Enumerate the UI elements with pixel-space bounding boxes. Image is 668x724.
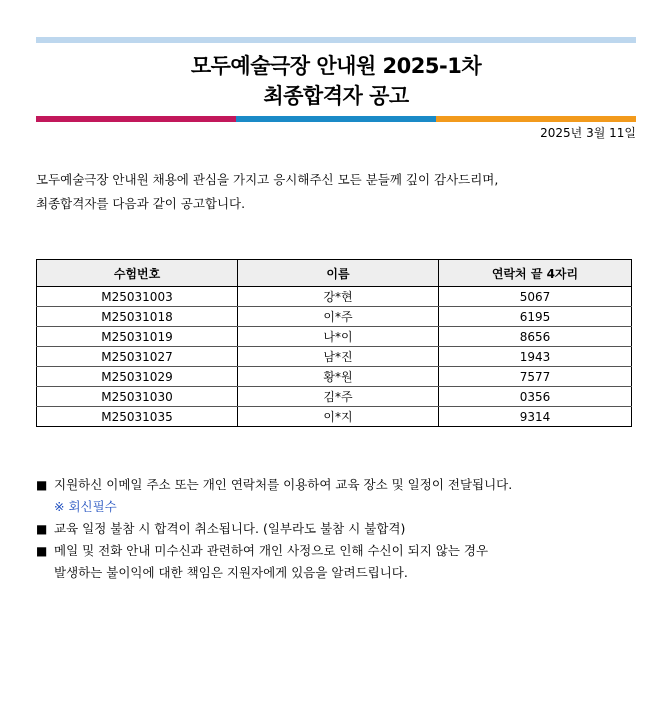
name-cell: 남*진 <box>238 347 439 367</box>
notice-text: 지원하신 이메일 주소 또는 개인 연락처를 이용하여 교육 장소 및 일정이 전달됩니다. <box>54 477 513 492</box>
header-phone-last4: 연락처 끝 4자리 <box>439 260 632 287</box>
tricolor-divider <box>36 116 636 122</box>
top-accent-bar <box>36 37 636 43</box>
notice-text-line-1: 메일 및 전화 안내 미수신과 관련하여 개인 사정으로 인해 수신이 되지 않는 경우 <box>54 543 489 558</box>
page-title-line1: 모두예술극장 안내원 2025-1차 <box>190 54 482 78</box>
table-row <box>37 407 632 427</box>
name-cell: 강*현 <box>238 287 439 307</box>
phone-last4-cell: 9314 <box>439 407 632 427</box>
notice-item-responsibility <box>36 540 636 584</box>
divider-segment-orange <box>436 116 636 122</box>
table-header-row <box>37 260 632 287</box>
notice-text-line-2: 발생하는 불이익에 대한 책임은 지원자에게 있음을 알려드립니다. <box>54 565 408 580</box>
phone-last4-cell: 1943 <box>439 347 632 367</box>
phone-last4-cell: 6195 <box>439 307 632 327</box>
exam-number-cell: M25031019 <box>37 327 238 347</box>
table-row <box>37 387 632 407</box>
exam-number-cell: M25031035 <box>37 407 238 427</box>
name-cell: 이*주 <box>238 307 439 327</box>
announcement-date: 2025년 3월 11일 <box>540 126 636 140</box>
exam-number-cell: M25031030 <box>37 387 238 407</box>
reply-required-note: ※ 회신필수 <box>54 499 117 514</box>
square-bullet-icon: ■ <box>36 544 48 558</box>
name-cell: 김*주 <box>238 387 439 407</box>
header-exam-number: 수험번호 <box>37 260 238 287</box>
header-name: 이름 <box>238 260 439 287</box>
finalists-table <box>36 259 632 427</box>
intro-paragraph <box>36 168 636 216</box>
exam-number-cell: M25031027 <box>37 347 238 367</box>
table-row <box>37 307 632 327</box>
phone-last4-cell: 0356 <box>439 387 632 407</box>
phone-last4-cell: 5067 <box>439 287 632 307</box>
square-bullet-icon: ■ <box>36 522 48 536</box>
square-bullet-icon: ■ <box>36 478 48 492</box>
phone-last4-cell: 8656 <box>439 327 632 347</box>
phone-last4-cell: 7577 <box>439 367 632 387</box>
table-row <box>37 347 632 367</box>
notice-list <box>36 474 636 584</box>
name-cell: 나*이 <box>238 327 439 347</box>
notice-item-attendance <box>36 518 636 540</box>
exam-number-cell: M25031018 <box>37 307 238 327</box>
table-row <box>37 327 632 347</box>
name-cell: 이*지 <box>238 407 439 427</box>
intro-line-1: 모두예술극장 안내원 채용에 관심을 가지고 응시해주신 모든 분들께 깊이 감사드리며, <box>36 172 499 187</box>
page-title-line2: 최종합격자 공고 <box>263 84 409 108</box>
divider-segment-magenta <box>36 116 236 122</box>
intro-line-2: 최종합격자를 다음과 같이 공고합니다. <box>36 196 246 211</box>
notice-item-contact <box>36 474 636 496</box>
divider-segment-blue <box>236 116 436 122</box>
exam-number-cell: M25031029 <box>37 367 238 387</box>
notice-text: 교육 일정 불참 시 합격이 취소됩니다. (일부라도 불참 시 불합격) <box>54 521 406 536</box>
table-row <box>37 287 632 307</box>
exam-number-cell: M25031003 <box>37 287 238 307</box>
name-cell: 황*원 <box>238 367 439 387</box>
table-row <box>37 367 632 387</box>
